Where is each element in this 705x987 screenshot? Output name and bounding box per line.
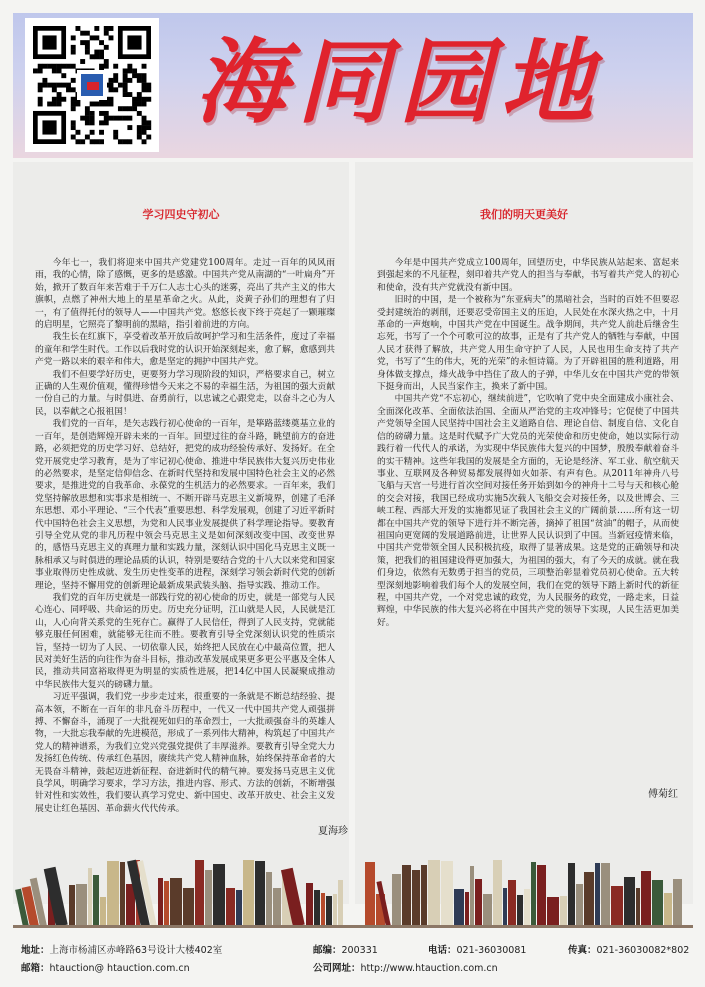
book-spine [503,888,507,927]
book-spine [69,885,75,927]
book-spine [664,893,672,927]
postcode: 200331 [341,945,378,956]
article-paragraph: 中国共产党“不忘初心，继续前进”，它吹响了党中央全面建成小康社会、全面深化改革、全面依法治国、全面从严治党的主攻冲锋号；它促使了中国共产党领导全国人民坚持中国社会主义道路自信、理论自信、制度自信、文化自信的磅礴力量。这是时代赋予广大党员的光荣使命和历史使命，她以实际行动践行着一代代人的承诺，为实现中华民族伟大复兴的中国梦，殷殷奉献着奋斗的实干精神。这些年我国的发展是全方面的，无论是经济、军工业、航空航天事业、互联网及各种贸易都发展得如火如荼、有声有色。从2011年神舟八号飞船与天宫一号进行首次空间对接任务开始到如今的神舟十二号与天和核心舱的交会对接，我国已经成功实施5次载人飞船交会对接任务，以及世博会、三峡工程、西部大开发的实施都见证了我国社会主义的广阔前景……所有这一切都在中国共产党的领导下进行并不断完善，摘掉了祖国“贫油”的帽子，从而使祖国向更宽阔的发展道路前进，让世界人民认识到了中国。当新冠疫情来临，中国共产党带领全国人民积极抗疫，取得了显著成果。这是党的正确领导和决策，把我们的祖国建设得更加强大，为祖国的强大，有了今天的成就。就在我们身边，依然有无数勇于担当的党员，三项整治彰显着党员初心使命。五大转型深刻地影响着我们每个人的发展空间，我们在党的领导下踏上新时代的新征程，中国共产党，一个对党忠诚的政党，为人民服务的政党，一路走来，日益辉煌，中华民族的伟大复兴必将在中国共产党的领导下实现，人民生活更加美好。 [377,394,679,628]
book-spine [44,867,68,927]
book-spine [601,863,610,927]
book-spine [560,896,567,927]
book-spine [170,878,182,927]
book-spine [195,860,204,927]
left-article-body [35,257,335,815]
article-paragraph: 我们不但要学好历史，更要努力学习现阶段的知识，严格要求自己，树立正确的人生观价值观，懂得珍惜今天来之不易的幸福生活，为祖国的强大贡献一份自己的力量。与时俱进、奋勇前行，以忠诚之心跟党走，以奋斗之心为人民，以奉献之心报祖国！ [35,369,335,417]
book-spine [412,870,420,927]
book-spine [611,886,623,927]
book-spine [595,863,600,927]
book-spine [213,864,225,927]
book-spine [107,861,119,927]
right-article-body [377,257,679,629]
book-spine [483,894,492,927]
book-spine [314,890,320,927]
article-paragraph: 今年七一，我们将迎来中国共产党建党100周年。走过一百年的风风雨雨，我的心情，除了感慨，更多的是感激。中国共产党从南湖的“一叶扁舟”开始，掀开了数百年来苦难于千万仁人志士心头的迷雾，亮出了共产主义的伟大旗帜，点燃了神州大地上的星星革命之火。从此，炎黄子孙们的理想有了归一，有了值得托付的领导人——中国共产党。悠悠长夜下终于亮起了一颗璀璨的启明星，它照亮了黎明前的黑暗，指引着前进的方向。 [35,258,335,331]
right-article-headline: 我们的明天更美好 [480,208,568,221]
article-paragraph: 旧时的中国，是一个被称为“东亚病夫”的黑暗社会，当时的百姓不但要忍受封建统治的剥削，还要忍受帝国主义的压迫，人民处在水深火热之中，十月革命的一声炮响，中国共产党在中国诞生。战争期间，共产党人前赴后继舍生忘死，书写了一个个可歌可泣的故事，正是有了共产党人的牺牲与奉献，中国人民才获得了解放，共产党人用生命守护了人民，人民也用生命支持了共产党，书写了“生的伟大，死的光荣”的永恒诗篇。为了开辟祖国的胜利道路，用身体做支撑点，烽火战争中挡住了敌人的子弹，中华儿女在中国共产党的带领下挺身而出，人民当家作主，换来了新中国。 [377,295,679,393]
book-spine [508,880,516,927]
left-article-headline: 学习四史守初心 [142,208,220,221]
book-spine [465,892,469,927]
book-spine [93,875,99,927]
book-spine [524,889,530,927]
book-spine [236,890,242,927]
right-article-author: 傅菊红 [648,789,678,800]
book-spine [88,868,92,927]
fax: 021-36030082*802 [596,945,690,956]
book-spine [441,861,453,927]
right-article [355,162,693,904]
book-spine [517,895,523,927]
book-spine [326,896,332,927]
book-spine [243,860,254,927]
email-row: 邮箱：htauction@ htauction.com.cn [21,963,190,974]
book-spine [624,877,635,927]
book-spine [641,871,651,927]
article-paragraph: 我生长在红旗下，享受着改革开放后故呵护学习和生活条件，度过了幸福的童年和学生时代。工作以后我时党的认识开始深刻起来，愈了解，愈感到共产党一路以来的艰辛和伟大，愈是坚定的拥护中国共产党。 [35,332,335,368]
article-paragraph: 习近平强调，我们党一步步走过来，很重要的一条就是不断总结经验、提高本领，不断在一百年的非凡奋斗历程中，一代又一代中国共产党人顽强拼搏、不懈奋斗，涌现了一大批视死如归的革命烈士，一大批顽强奋斗的英雄人物，一大批忘我奉献的先进模范，形成了一系列伟大精神，构筑起了中国共产党人的精神谱系，为我们立党兴党强党提供了丰厚滋养。要教育引导全党大力发扬红色传统、传承红色基因，赓续共产党人精神血脉，始终保持革命者的大无畏奋斗精神，鼓起迈进新征程、奋进新时代的精气神。要发扬马克思主义优良学风，明确学习要求，学习方法，推进内容、形式、方法的创新，不断增强针对性和实效性，我们要认真学习党史、新中国史、改革开放史、社会主义发展史让红色基因、革命薪火代代传承。 [35,692,335,814]
book-spine [205,870,212,927]
article-paragraph: 今年是中国共产党成立100周年，回望历史，中华民族从站起来、富起来到强起来的不凡征程，刻印着共产党人的担当与奉献，书写着共产党人的初心和使命，没有共产党就没有新中国。 [377,258,679,293]
book-spine [493,860,502,927]
book-spine [333,894,337,927]
article-paragraph: 我们党的一百年，是矢志践行初心使命的一百年，是筚路蓝缕奠基立业的一百年，是创造辉煌开辟未来的一百年。回望过往的奋斗路，眺望前方的奋进路，必须把党的历史学习好、总结好，把党的成功经验传承好、发扬好。在全党开展党史学习教育，是为了牢记初心使命、推进中华民族伟大复兴历史伟业的必然要求，是坚定信仰信念、在新时代坚持和发展中国特色社会主义的必然要求，是推进党的自我革命、永葆党的生机活力的必然要求。一百年来，我们党坚持解放思想和实事求是相统一、不断开辟马克思主义新境界，创建了毛泽东思想、邓小平理论、“三个代表”重要思想、科学发展观，创建了习近平新时代中国特色社会主义思想，为党和人民事业发展提供了科学理论指导。要教育引导全党从党的非凡历程中领会马克思主义是如何深刻改变中国、改变世界的，感悟马克思主义的真理力量和实践力量，深刻认识中国化马克思主义既一脉相承又与时俱进的理论品质的认识，特别是要结合党的十八大以来党和国家事业取得历史性成就、发生历史性变革的进程，深刻学习领会新时代党的创新理论，坚持不懈用党的创新理论最新成果武装头脑、指导实践、推动工作。 [35,419,335,591]
book-spine [673,879,682,927]
shelf-line [13,925,693,928]
book-spine [266,872,272,927]
fax-row: 传真：021-36030082*802 [568,945,690,956]
book-spine [421,865,427,927]
postcode-row: 邮编：200331 [313,945,378,956]
book-spine [183,888,194,927]
book-spine [531,862,536,927]
left-article-author: 夏海珍 [318,826,348,837]
book-spine [273,888,281,927]
book-spine [226,888,235,927]
book-spine [547,897,559,927]
book-spine [537,865,546,927]
book-spine [402,865,411,927]
book-spine [454,889,464,927]
book-spine [306,883,313,927]
book-spine [568,863,575,927]
footer [13,934,693,984]
book-spine [475,879,482,927]
book-spine [652,880,663,927]
website-link[interactable]: http://www.htauction.com.cn [360,963,498,974]
book-spine [428,860,440,927]
phone-row: 电话：021-36030081 [428,945,527,956]
book-spine [120,862,125,927]
address: 上海市杨浦区赤峰路63号设计大楼402室 [49,945,223,956]
qr-code [25,18,159,152]
book-spine [76,884,87,927]
email-link[interactable]: htauction@ htauction.com.cn [49,963,190,974]
book-spine [636,888,640,927]
left-article [13,162,349,904]
book-spine [576,884,583,927]
phone: 021-36030081 [456,945,527,956]
article-paragraph: 我们党的百年历史就是一部践行党的初心使命的历史，就是一部党与人民心连心、同呼吸、共命运的历史。历史充分证明，江山就是人民，人民就是江山，人心向背关系党的生死存亡。赢得了人民信任，得到了人民支持，党就能够克服任何困难，就能够无往而不胜。要教育引导全党深刻认识党的性质宗旨，坚持一切为了人民、一切依靠人民，始终把人民放在心中最高位置，把人民对美好生活的向往作为奋斗目标，推动改革发展成果更多更公平惠及全体人民，推动共同富裕取得更为明显的实质性进展，把14亿中国人民凝聚成推动中华民族伟大复兴的磅礴力量。 [35,592,335,690]
book-spine [392,874,401,927]
book-spine [338,880,343,927]
book-spine [470,866,474,927]
book-spine [365,862,375,927]
book-spine [255,861,265,927]
bookshelf-decoration [13,855,693,927]
book-spine [100,897,106,927]
website-row: 公司网址：http://www.htauction.com.cn [313,963,498,974]
masthead-title: 海同园地 [195,28,604,136]
book-spine [584,872,594,927]
address-row: 地址：上海市杨浦区赤峰路63号设计大楼402室 [21,945,223,956]
book-spine [164,881,169,927]
book-spine [321,893,325,927]
book-spine [158,878,163,927]
